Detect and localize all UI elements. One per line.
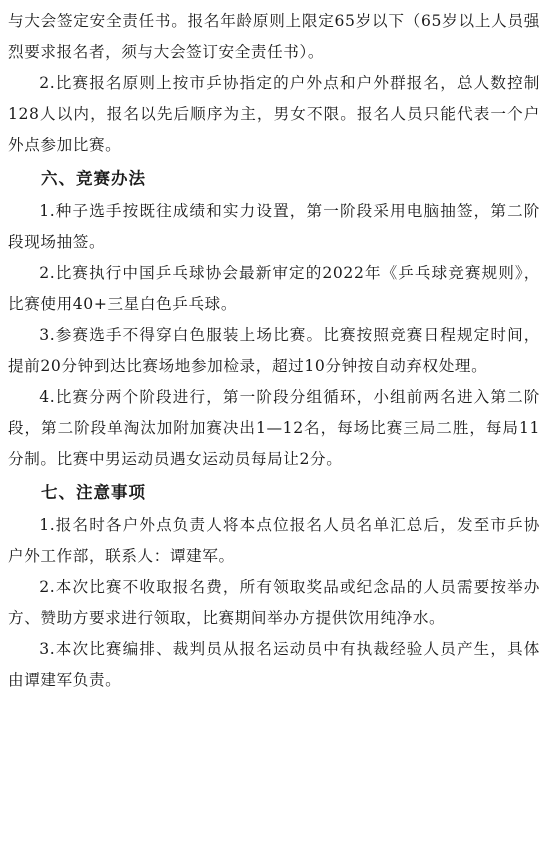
- section-6-heading: 六、竞赛办法: [41, 169, 146, 188]
- section-6-item-1: 1.种子选手按既往成绩和实力设置，第一阶段采用电脑抽签，第二阶段现场抽签。: [8, 202, 540, 251]
- section-7-item-1: 1.报名时各户外点负责人将本点位报名人员名单汇总后，发至市乒协户外工作部，联系人：谭建军。: [8, 516, 540, 565]
- section-6-item-2: 2.比赛执行中国乒乓球协会最新审定的2022年《乒乓球竞赛规则》，比赛使用40+三星白色乒乓球。: [8, 264, 540, 313]
- section-7-heading: 七、注意事项: [41, 483, 146, 502]
- section-7-item-2: 2.本次比赛不收取报名费，所有领取奖品或纪念品的人员需要按举办方、赞助方要求进行领取，比赛期间举办方提供饮用纯净水。: [8, 578, 540, 627]
- section-7-item-3: 3.本次比赛编排、裁判员从报名运动员中有执裁经验人员产生，具体由谭建军负责。: [8, 640, 540, 689]
- intro-tail-paragraph: 与大会签定安全责任书。报名年龄原则上限定65岁以下（65岁以上人员强烈要求报名者，须与大会签订安全责任书）。: [8, 12, 540, 61]
- registration-item-2: 2.比赛报名原则上按市乒协指定的户外点和户外群报名，总人数控制128人以内，报名以先后顺序为主，男女不限。报名人员只能代表一个户外点参加比赛。: [8, 74, 540, 154]
- section-6-item-4: 4.比赛分两个阶段进行，第一阶段分组循环，小组前两名进入第二阶段，第二阶段单淘汰加附加赛决出1—12名，每场比赛三局二胜，每局11分制。比赛中男运动员遇女运动员每局让2分。: [8, 388, 540, 468]
- section-6-item-3: 3.参赛选手不得穿白色服装上场比赛。比赛按照竞赛日程规定时间，提前20分钟到达比赛场地参加检录，超过10分钟按自动弃权处理。: [8, 326, 540, 375]
